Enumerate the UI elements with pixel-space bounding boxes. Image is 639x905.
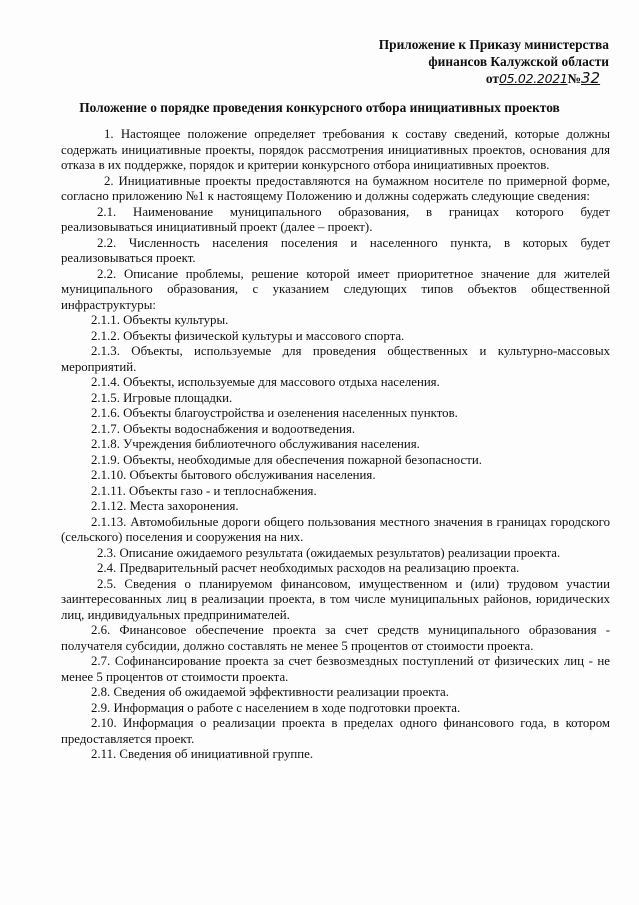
paragraph: 2.8. Сведения об ожидаемой эффективности реализации проекта. xyxy=(91,685,449,699)
paragraph: 2.9. Информация о работе с населением в ходе подготовки проекта. xyxy=(91,700,461,715)
list-item: 2.1.1. Объекты культуры. xyxy=(91,313,229,327)
list-item: 2.1.12. Места захоронения. xyxy=(91,499,239,513)
paragraph: 2.3. Описание ожидаемого результата (ожидаемых результатов) реализации проекта. xyxy=(97,545,561,560)
paragraph: 2.11. Сведения об инициативной группе. xyxy=(91,747,314,761)
list-item: 2.1.9. Объекты, необходимые для обеспечения пожарной безопасности. xyxy=(91,452,482,467)
paragraph: 2.7. Софинансирование проекта за счет безвозмездных поступлений от физических лиц - не менее 5 процентов от стоимости проекта. xyxy=(61,654,610,684)
list-item: 2.1.8. Учреждения библиотечного обслуживания населения. xyxy=(91,437,420,451)
list-item: 2.1.2. Объекты физической культуры и массового спорта. xyxy=(91,328,405,343)
header-date-prefix: от xyxy=(485,71,499,86)
list-item: 2.1.13. Автомобильные дороги общего пользования местного значения в границах городского (сельского) поселения и сооружения на них. xyxy=(61,514,610,544)
list-item: 2.1.3. Объекты, используемые для проведения общественных и культурно-массовых мероприятий. xyxy=(61,344,610,374)
document-header xyxy=(379,36,609,87)
paragraph: 2.6. Финансовое обеспечение проекта за счет средств муниципального образования - получателя субсидии, должно составлять не менее 5 процентов от стоимости проекта. xyxy=(61,623,610,653)
handwritten-number: 32 xyxy=(581,69,601,87)
list-item: 2.1.6. Объекты благоустройства и озеленения населенных пунктов. xyxy=(91,406,458,420)
document-body xyxy=(61,127,610,763)
header-line-2: финансов Калужской области xyxy=(428,54,609,69)
paragraph: 2.2. Численность населения поселения и населенного пункта, в которых будет реализовываться проект. xyxy=(61,235,610,265)
paragraph: 2.4. Предварительный расчет необходимых расходов на реализацию проекта. xyxy=(97,561,520,575)
list-item: 2.1.7. Объекты водоснабжения и водоотведения. xyxy=(91,421,356,436)
paragraph: 2.1. Наименование муниципального образования, в границах которого будет реализовываться инициативный проект (далее – проект). xyxy=(61,204,610,234)
header-date-line xyxy=(379,70,609,87)
document-title: Положение о порядке проведения конкурсного отбора инициативных проектов xyxy=(79,100,560,115)
header-line-1: Приложение к Приказу министерства xyxy=(378,37,609,52)
list-item: 2.1.11. Объекты газо - и теплоснабжения. xyxy=(91,483,317,498)
handwritten-date: 05.02.2021 xyxy=(498,71,568,86)
list-item: 2.1.5. Игровые площадки. xyxy=(91,390,233,405)
paragraph: 1. Настоящее положение определяет требования к составу сведений, которые должны содержать инициативные проекты, порядок рассмотрения инициативных проектов, основания для отказа в их поддержке, порядок и критерии конкурсного отбора инициативных проектов. xyxy=(61,127,610,172)
list-item: 2.1.4. Объекты, используемые для массового отдыха населения. xyxy=(91,375,440,389)
paragraph: 2.5. Сведения о планируемом финансовом, имущественном и (или) трудовом участии заинтересованных лиц в реализации проекта, в том числе муниципальных районов, юридических лиц, индивидуальных предпринимателей. xyxy=(61,576,610,622)
list-item: 2.1.10. Объекты бытового обслуживания населения. xyxy=(91,468,376,482)
paragraph: 2.10. Информация о реализации проекта в пределах одного финансового года, в котором предоставляется проект. xyxy=(61,716,610,746)
paragraph: 2. Инициативные проекты предоставляются на бумажном носителе по примерной форме, согласно приложению №1 к настоящему Положению и должны содержать следующие сведения: xyxy=(61,173,610,203)
header-number-sign: № xyxy=(567,71,581,86)
paragraph: 2.2. Описание проблемы, решение которой имеет приоритетное значение для жителей муниципального образования, с указанием следующих типов объектов общественной инфраструктуры: xyxy=(61,266,610,312)
